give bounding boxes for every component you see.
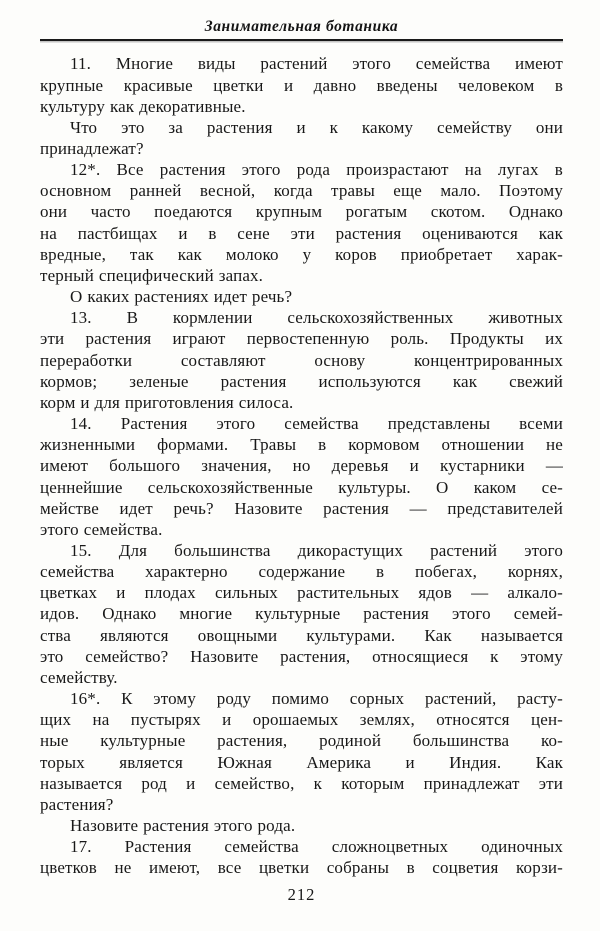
text-line: жизненными формами. Травы в кормовом отношении не xyxy=(40,435,563,455)
text-line: растения? xyxy=(40,794,114,814)
page-number: 212 xyxy=(287,885,316,905)
text-line: 17. Растения семейства сложноцветных одиночных xyxy=(70,837,563,857)
text-line: идов. Однако многие культурные растения этого семей- xyxy=(40,604,563,624)
paragraph-q11-question xyxy=(40,117,563,159)
text-line: цветках и плодах сильных растительных ядов — алкало- xyxy=(40,583,563,603)
text-line: они часто поедаются крупным рогатым скотом. Однако xyxy=(40,202,563,222)
text-line: переработки составляют основу концентрированных xyxy=(40,350,563,370)
paragraph-q15 xyxy=(40,540,563,688)
text-line: семейства характерно содержание в побегах, корнях, xyxy=(40,562,563,582)
page-footer xyxy=(40,885,563,905)
paragraph-q11 xyxy=(40,53,563,116)
paragraph-q12 xyxy=(40,159,563,286)
text-line: О каких растениях идет речь? xyxy=(70,287,293,307)
paragraph-q16 xyxy=(40,688,563,815)
text-line: щих на пустырях и орошаемых землях, относятся цен- xyxy=(40,710,563,730)
text-line: 16*. К этому роду помимо сорных растений, расту- xyxy=(70,689,563,709)
text-line: ства являются овощными культурами. Как называется xyxy=(40,625,563,645)
text-line: Что это за растения и к какому семейству они xyxy=(70,117,563,137)
text-line: крупные красивые цветки и давно введены человеком в xyxy=(40,75,563,95)
paragraph-q14 xyxy=(40,413,563,540)
page-header xyxy=(40,17,563,41)
text-line: Назовите растения этого рода. xyxy=(70,816,296,836)
paragraph-q17 xyxy=(40,836,563,878)
text-line: эти растения играют первостепенную роль. Продукты их xyxy=(40,329,563,349)
text-line: культуру как декоративные. xyxy=(40,96,246,116)
paragraph-q16-task xyxy=(40,815,563,836)
paragraph-q12-question xyxy=(40,286,563,307)
text-line: корм и для приготовления силоса. xyxy=(40,392,294,412)
text-line: 15. Для большинства дикорастущих растений этого xyxy=(70,540,563,560)
paragraph-q13 xyxy=(40,307,563,413)
text-line: это семейство? Назовите растения, относящиеся к этому xyxy=(40,646,563,666)
text-line: мействе идет речь? Назовите растения — представителей xyxy=(40,498,563,518)
text-line: ные культурные растения, родиной большинства ко- xyxy=(40,731,563,751)
text-line: основном ранней весной, когда травы еще мало. Поэтому xyxy=(40,181,563,201)
text-line: ценнейшие сельскохозяйственные культуры. О каком се- xyxy=(40,477,563,497)
header-rule xyxy=(40,39,563,41)
text-line: этого семейства. xyxy=(40,519,163,539)
text-line: имеют большого значения, но деревья и кустарники — xyxy=(40,456,563,476)
page-text xyxy=(40,53,563,878)
text-line: на пастбищах и в сене эти растения оцениваются как xyxy=(40,223,563,243)
text-line: 11. Многие виды растений этого семейства имеют xyxy=(70,54,563,74)
text-line: цветков не имеют, все цветки собраны в соцветия корзи- xyxy=(40,858,563,878)
text-line: принадлежат? xyxy=(40,139,144,159)
text-line: кормов; зеленые растения используются как свежий xyxy=(40,371,563,391)
text-line: 12*. Все растения этого рода произрастают на лугах в xyxy=(70,160,563,180)
text-line: терный специфический запах. xyxy=(40,265,264,285)
text-line: торых является Южная Америка и Индия. Как xyxy=(40,752,563,772)
running-title: Занимательная ботаника xyxy=(204,18,399,35)
text-line: 14. Растения этого семейства представлены всеми xyxy=(70,414,563,434)
text-line: вредные, так как молоко у коров приобретает харак- xyxy=(40,244,563,264)
text-line: называется род и семейство, к которым принадлежат эти xyxy=(40,773,563,793)
text-line: 13. В кормлении сельскохозяйственных животных xyxy=(70,308,563,328)
text-line: семейству. xyxy=(40,667,118,687)
